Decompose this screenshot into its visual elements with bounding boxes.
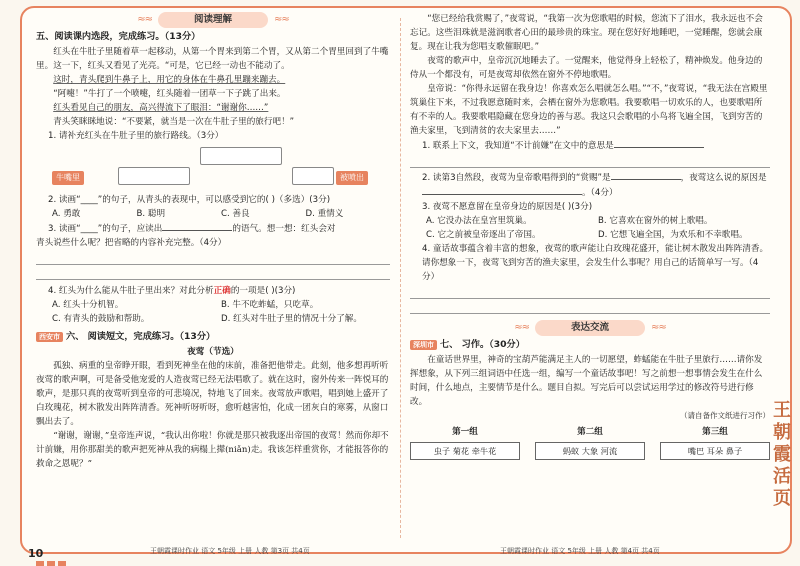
- right-footer: 王朝霞课时作业 语文 5年级 上册 人教 第4页 共4页: [500, 547, 660, 555]
- wave-ornament-icon: ≈≈: [651, 322, 666, 333]
- question-3: 3. 夜莺不愿意留在皇帝身边的原因是( )(3分): [422, 202, 593, 212]
- group-title: 第二组: [577, 427, 603, 437]
- passage-paragraph: 孤独、病重的皇帝睁开眼，看到死神坐在他的床前，准备把他带走。此刻，他多想再听听夜莺的歌声啊，可是备受他宠爱的人造夜莺已经无法唱歌了。就在这时，窗外传来一阵悦耳的歌声，是那只真的夜莺听到皇帝的可悲境况，特地飞了回来。夜莺放声歌唱，唱到她上盛开了白玫瑰花，树木散发出阵阵清香。死神听呀听呀，愈听越害怕，化成一团灰白的寒雾，从窗口飘出去了。: [36, 361, 389, 427]
- question-3-continued: 青头说些什么呢？把省略的内容补充完整。（4分）: [36, 238, 227, 248]
- reading-banner: [36, 12, 390, 28]
- passage-title: 夜莺（节选）: [187, 347, 239, 357]
- answer-line[interactable]: [36, 252, 390, 265]
- passage-paragraph: 夜莺的歌声中，皇帝沉沉地睡去了。一觉醒来，他觉得身上轻松了，精神焕发。他身边的侍从一个都没有，可是夜莺却依然在窗外不停地歌唱。: [410, 56, 763, 80]
- question-1: [410, 138, 770, 153]
- word-groups: [410, 425, 770, 460]
- group-words: 虫子 菊花 牵牛花: [410, 442, 520, 460]
- word-group-2[interactable]: [535, 425, 645, 460]
- expression-banner: [410, 320, 770, 336]
- question-3: [36, 221, 390, 236]
- section-7-title: [410, 338, 770, 352]
- question-2: 2. 读画“____”的句子，从青头的表现中，可以感受到它的( )（多选）(3分): [48, 195, 331, 205]
- route-start-label: 牛嘴里: [52, 171, 84, 185]
- question-2: [410, 170, 770, 200]
- question-1: 1. 请补充红头在牛肚子里的旅行路线。（3分）: [48, 131, 224, 141]
- route-end-label: 被喷出: [336, 171, 368, 185]
- option-d[interactable]: D. 重情义: [305, 209, 344, 219]
- wave-ornament-icon: ≈≈: [137, 14, 152, 25]
- option-a[interactable]: A. 勇敢: [52, 209, 81, 219]
- question-2-text: ，夜莺这么说的原因是: [680, 173, 767, 183]
- section-6-title: [36, 330, 390, 344]
- option-d[interactable]: D. 红头对牛肚子里的情况十分了解。: [221, 314, 362, 324]
- question-3-text: 3. 读画“____”的句子，应读出: [48, 224, 163, 234]
- section-banner-title: 阅读理解: [158, 12, 268, 28]
- writing-prompt: 在童话世界里，神奇的宝葫芦能满足主人的一切愿望，蚱蜢能在牛肚子里旅行……请你发挥想象，从下列三组词语中任选一组，编写一个童话故事吧！写之前想一想事情会发生在什么时间，什么地点，主要情节是什么。题目自拟。写完后可以尝试运用学过的修改符号进行修改。: [410, 355, 763, 407]
- section-6-label: 六、 阅读短文，完成练习。（13分）: [66, 331, 216, 342]
- question-3-options: [410, 214, 770, 242]
- passage-paragraph: 这时，青头爬到牛鼻子上，用它的身体在牛鼻孔里蹦来蹦去。: [53, 75, 286, 85]
- answer-line[interactable]: [410, 286, 770, 299]
- answer-blank[interactable]: [614, 138, 704, 148]
- question-4: 4. 童话故事蕴含着丰富的想象，夜莺的歌声能让白玫瑰花盛开，能让树木散发出阵阵清香。请你想象一下，夜莺飞到穷苦的渔夫家里，会发生什么事呢？用自己的话简单写一写。（4分）: [422, 244, 769, 282]
- option-d[interactable]: D. 它想飞遍全国，为欢乐和不幸歌唱。: [598, 230, 748, 240]
- left-footer: 王朝霞课时作业 语文 5年级 上册 人教 第3页 共4页: [150, 547, 310, 555]
- route-diagram: [36, 145, 390, 191]
- passage-paragraph: 红头在牛肚子里随着草一起移动，从第一个胃来到第二个胃，又从第二个胃里回到了牛嘴里。这一下，红头又看见了光亮。“可是，它已经一动也不能动了。: [36, 47, 389, 71]
- word-group-1[interactable]: [410, 425, 520, 460]
- word-group-3[interactable]: [660, 425, 770, 460]
- question-2-options: [36, 207, 390, 221]
- region-tag: 深圳市: [410, 340, 437, 350]
- option-c[interactable]: C. 它之前被皇帝逐出了帝国。: [426, 230, 541, 240]
- section-banner-title: 表达交流: [535, 320, 645, 336]
- passage-paragraph: 红头看见自己的朋友，高兴得流下了眼泪：“谢谢你……”: [53, 103, 269, 113]
- passage-paragraph: 青头笑眯眯地说：“不要紧，就当是一次在牛肚子里的旅行吧！”: [53, 117, 295, 127]
- answer-blank[interactable]: [611, 170, 681, 180]
- left-column: [36, 12, 390, 471]
- option-a[interactable]: A. 它没办法在皇宫里筑巢。: [426, 216, 532, 226]
- option-c[interactable]: C. 善良: [221, 209, 250, 219]
- passage-paragraph: “阿嚏！”牛打了一个喷嚏，红头随着一团草一下子跳了出来。: [53, 89, 286, 99]
- binding-marks: [36, 561, 66, 566]
- brand-logo: 王朝霞活页: [773, 400, 791, 509]
- passage-paragraph: “您已经给我赏赐了，”夜莺说，“我第一次为您歌唱的时候，您流下了泪水，我永远也不会忘记。这些泪珠就是滋润歌者心田的最珍贵的珠宝。现在您好好地睡吧，一觉睡醒，您就会康复。现在让我为您唱支歌催眠吧。”: [410, 14, 763, 52]
- section-5-title: 五、阅读课内选段，完成练习。（13分）: [36, 31, 201, 42]
- question-4-text: 的一项是( )(3分): [230, 286, 296, 296]
- group-title: 第一组: [452, 427, 478, 437]
- option-a[interactable]: A. 红头十分机智。: [52, 300, 124, 310]
- answer-blank[interactable]: [162, 221, 232, 231]
- group-title: 第三组: [702, 427, 728, 437]
- passage-paragraph: 皇帝说：“你得永远留在我身边！你喜欢怎么唱就怎么唱。”“不，”夜莺说，“我无法在宫殿里筑巢住下来，不过我愿意随时来，会栖在窗外为您歌唱。我要歌唱一切欢乐的人，也要歌唱所有不幸的人。我要歌唱隐藏在您身边的善与恶。我这只会歌唱的小鸟将飞遍全国，飞到穷苦的渔夫家里，飞到清贫的农夫家里去……”: [410, 84, 768, 136]
- right-column: [410, 12, 770, 460]
- group-words: 蚂蚁 大象 河流: [535, 442, 645, 460]
- emphasis-correct: 正确: [213, 286, 231, 296]
- group-words: 嘴巴 耳朵 鼻子: [660, 442, 770, 460]
- question-4: [36, 284, 390, 298]
- question-2-text: 2. 读第3自然段，夜莺为皇帝歌唱得到的“赏赐”是: [422, 173, 611, 183]
- passage-paragraph: “谢谢，谢谢，”皇帝连声说，“我认出你啦！你就是那只被我逐出帝国的夜莺！然而你却不计前嫌，用你那甜美的歌声把死神从我的病榻上撵(niǎn)走。我该怎样重赏你，才能报答你的救命之恩呢？”: [36, 431, 389, 469]
- route-answer-box[interactable]: [118, 167, 190, 185]
- route-answer-box[interactable]: [200, 147, 282, 165]
- question-1-text: 1. 联系上下文，我知道“不计前嫌”在文中的意思是: [422, 141, 614, 151]
- option-b[interactable]: B. 它喜欢在窗外的树上歌唱。: [598, 216, 713, 226]
- answer-line[interactable]: [36, 267, 390, 280]
- option-c[interactable]: C. 有青头的鼓励和帮助。: [52, 314, 150, 324]
- option-b[interactable]: B. 牛不吃蚱蜢，只吃草。: [221, 300, 319, 310]
- answer-line[interactable]: [410, 155, 770, 168]
- option-b[interactable]: B. 聪明: [136, 209, 166, 219]
- wave-ornament-icon: ≈≈: [514, 322, 529, 333]
- page-number: 10: [28, 547, 44, 560]
- answer-line[interactable]: [410, 301, 770, 314]
- center-divider: [400, 18, 401, 538]
- wave-ornament-icon: ≈≈: [274, 14, 289, 25]
- writing-note: （请自备作文纸进行习作）: [680, 411, 770, 420]
- answer-blank[interactable]: [422, 185, 582, 195]
- question-4-options: [36, 298, 390, 326]
- section-7-label: 七、 习作。（30分）: [440, 339, 525, 350]
- question-4-text: 4. 红头为什么能从牛肚子里出来？对此分析: [48, 286, 214, 296]
- question-3-text: 的语气。想一想：红头会对: [232, 224, 336, 234]
- question-2-text: 。（4分）: [582, 188, 618, 198]
- region-tag: 西安市: [36, 332, 63, 342]
- route-answer-box[interactable]: [292, 167, 334, 185]
